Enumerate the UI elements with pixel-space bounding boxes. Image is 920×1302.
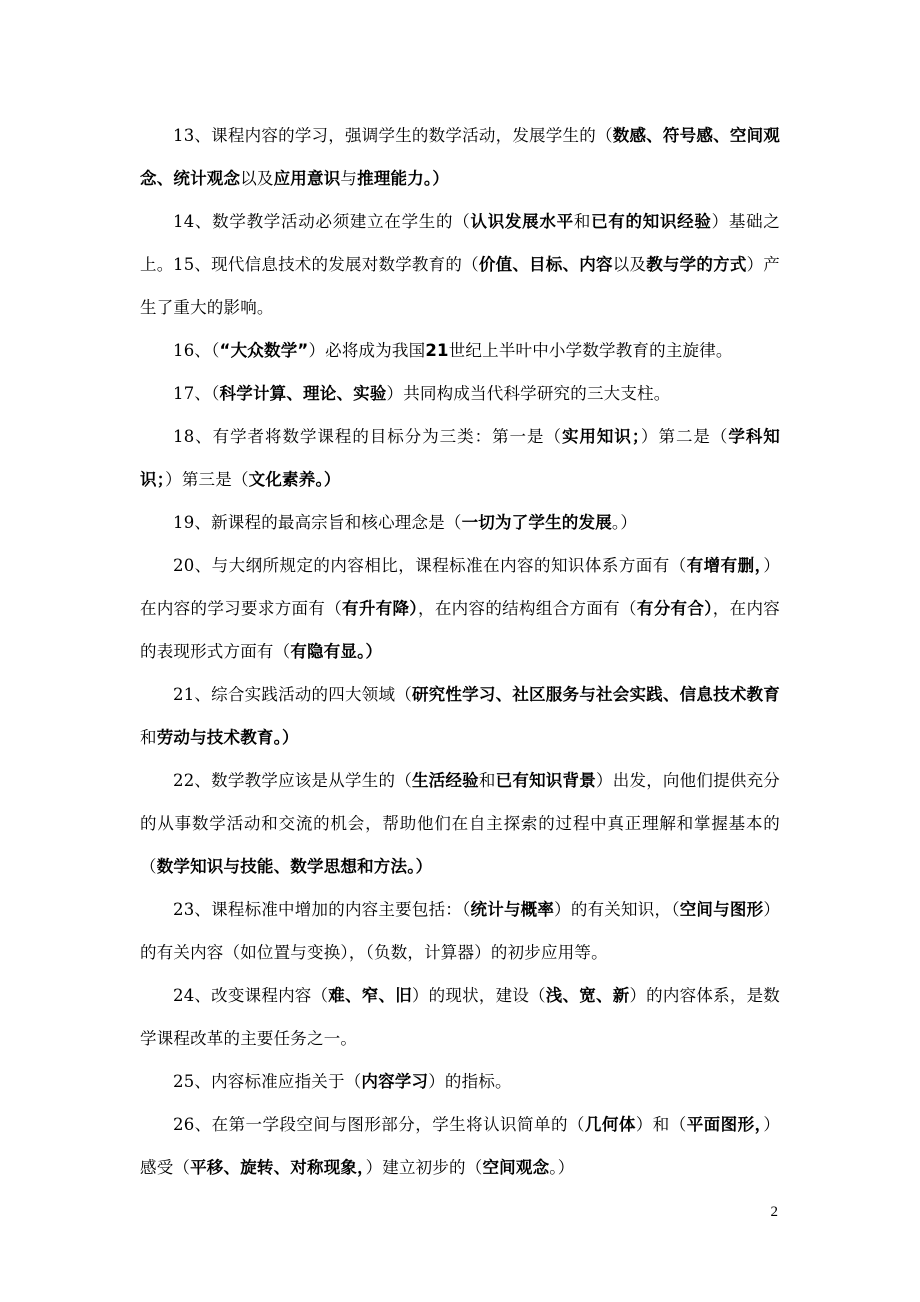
answer-text: 价值、目标、内容 xyxy=(478,255,613,274)
answer-text: 有隐有显。） xyxy=(290,642,383,661)
answer-text: 一切为了学生的发展 xyxy=(461,513,612,532)
question-text: ）必将成为我国 xyxy=(308,341,426,360)
question-text: ）在内容的学习要求方面有（ xyxy=(140,556,781,618)
question-text: 与 xyxy=(340,169,358,188)
list-item-19 xyxy=(140,501,780,544)
answer-text: 几何体 xyxy=(584,1115,636,1134)
answer-text: 数学知识与技能、数学思想和方法。） xyxy=(156,857,433,876)
question-text: 和 xyxy=(140,728,157,747)
question-text: ，在内容的结构组合方面有（ xyxy=(417,599,637,618)
answer-text: 有分有合） xyxy=(636,599,713,618)
list-item-17 xyxy=(140,372,780,415)
answer-text: 实用知识； xyxy=(561,427,641,446)
list-item-26 xyxy=(140,1103,780,1189)
question-text: ）第三是（ xyxy=(165,470,249,489)
answer-text: 推理能力。） xyxy=(357,169,450,188)
question-text: 22、数学教学应该是从学生的（ xyxy=(173,771,412,790)
question-text: 21、综合实践活动的四大领域（ xyxy=(173,685,412,704)
list-item-13 xyxy=(140,114,780,200)
answer-text: 已有知识背景 xyxy=(495,771,596,790)
question-text: 24、改变课程内容（ xyxy=(173,986,329,1005)
list-item-25 xyxy=(140,1060,780,1103)
answer-text: 内容学习 xyxy=(361,1072,429,1091)
question-text: 25、内容标准应指关于（ xyxy=(173,1072,362,1091)
question-text: ）产生了重大的影响。 xyxy=(140,255,781,317)
question-text: ）的有关内容（如位置与变换），（负数，计算器）的初步应用等。 xyxy=(140,900,781,962)
page-number: 2 xyxy=(770,1204,778,1220)
answer-text: 难、窄、旧 xyxy=(328,986,412,1005)
question-text: 和 xyxy=(573,212,592,231)
list-item-20 xyxy=(140,544,780,673)
question-text: 世纪上半叶中小学数学教育的主旋律。 xyxy=(448,341,733,360)
answer-text: “大众数学” xyxy=(219,341,309,360)
question-text: 20、与大纲所规定的内容相比，课程标准在内容的知识体系方面有（ xyxy=(173,556,687,575)
answer-text: 21 xyxy=(425,341,449,360)
question-text: 19、新课程的最高宗旨和核心理念是（ xyxy=(173,513,462,532)
answer-text: 平移、旋转、对称现象， xyxy=(190,1158,366,1177)
list-item-15 xyxy=(140,243,780,329)
question-text: ）基础之上。 xyxy=(140,212,780,274)
question-text: 。） xyxy=(611,513,638,532)
question-text: 14、数学教学活动必须建立在学生的（ xyxy=(173,212,471,231)
question-text: 15、现代信息技术的发展对数学教育的（ xyxy=(173,255,479,274)
answer-text: 应用意识 xyxy=(273,169,341,188)
answer-text: 研究性学习、社区服务与社会实践、信息技术教育 xyxy=(411,685,780,704)
list-item-24 xyxy=(140,974,780,1060)
answer-text: 认识发展水平 xyxy=(470,212,574,231)
question-text: ）的内容体系，是数学课程改革的主要任务之一。 xyxy=(140,986,780,1048)
answer-text: 数感、符号感、空间观念、统计观念 xyxy=(140,126,780,188)
question-text: ）共同构成当代科学研究的三大支柱。 xyxy=(386,384,671,403)
question-text: 和 xyxy=(478,771,496,790)
answer-text: 已有的知识经验 xyxy=(591,212,712,231)
question-text: 。） xyxy=(549,1158,575,1177)
question-text: 以及 xyxy=(612,255,647,274)
list-item-23 xyxy=(140,888,780,974)
answer-text: 科学计算、理论、实验 xyxy=(219,384,387,403)
answer-text: 学科知识； xyxy=(140,427,780,489)
question-text: ）的指标。 xyxy=(428,1072,512,1091)
answer-text: 空间观念 xyxy=(482,1158,550,1177)
question-text: 23、课程标准中增加的内容主要包括：（ xyxy=(173,900,471,919)
question-text: 以及 xyxy=(240,169,274,188)
question-text: ，在内容的表现形式方面有（ xyxy=(140,599,781,661)
question-text: ）感受（ xyxy=(140,1115,781,1177)
list-item-22 xyxy=(140,759,780,888)
question-text: 26、在第一学段空间与图形部分，学生将认识简单的（ xyxy=(173,1115,585,1134)
question-text: ）的有关知识，（ xyxy=(554,900,680,919)
list-item-21 xyxy=(140,673,780,759)
answer-text: 生活经验 xyxy=(411,771,479,790)
answer-text: 浅、宽、新 xyxy=(545,986,630,1005)
answer-text: 劳动与技术教育。） xyxy=(156,728,299,747)
question-text: 16、（ xyxy=(173,341,220,360)
question-text: ）和（ xyxy=(635,1115,687,1134)
answer-text: 教与学的方式 xyxy=(646,255,747,274)
question-text: ）第二是（ xyxy=(640,427,729,446)
question-text: 13、课程内容的学习，强调学生的数学活动，发展学生的（ xyxy=(173,126,613,145)
answer-text: 有升有降） xyxy=(342,599,418,618)
answer-text: 平面图形， xyxy=(686,1115,764,1134)
answer-text: 空间与图形 xyxy=(679,900,764,919)
question-text: 17、（ xyxy=(173,384,220,403)
question-text: ）的现状，建设（ xyxy=(411,986,546,1005)
answer-text: 有增有删， xyxy=(686,556,764,575)
answer-text: 文化素养。） xyxy=(248,470,341,489)
list-item-16 xyxy=(140,329,780,372)
question-text: 18、有学者将数学课程的目标分为三类：第一是（ xyxy=(173,427,562,446)
question-text: ）出发，向他们提供充分的从事数学活动和交流的机会，帮助他们在自主探索的过程中真正理解和掌握基本的（ xyxy=(140,771,781,876)
list-item-18 xyxy=(140,415,780,501)
question-text: ）建立初步的（ xyxy=(365,1158,483,1177)
answer-text: 统计与概率 xyxy=(470,900,555,919)
